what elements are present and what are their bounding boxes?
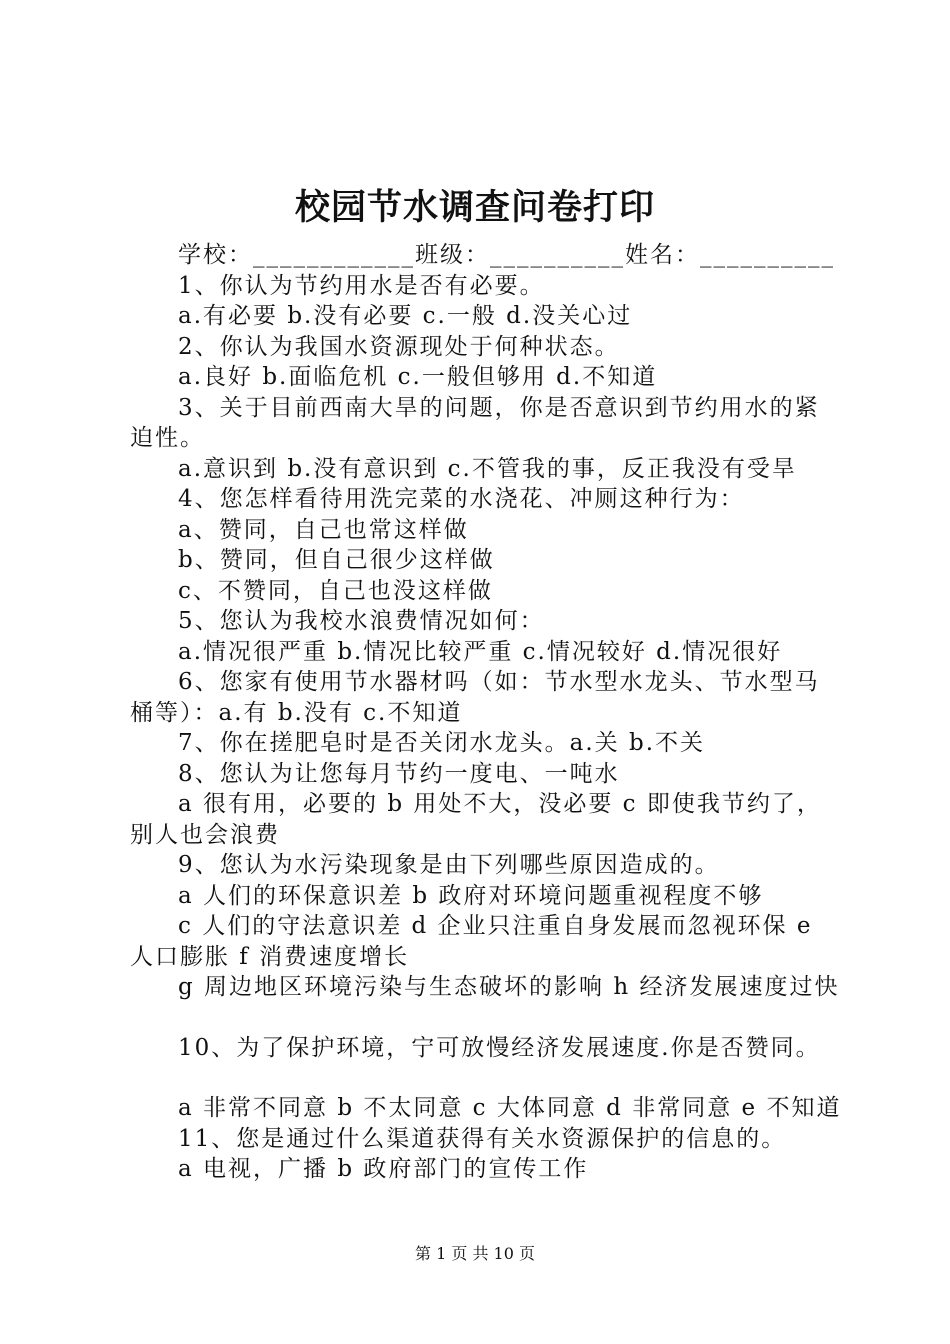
blank-gap bbox=[130, 1003, 830, 1033]
question-1: 1、你认为节约用水是否有必要。 bbox=[178, 272, 545, 299]
question-9: 9、您认为水污染现象是由下列哪些原因造成的。 bbox=[178, 852, 720, 878]
question-11-options: a 电视，广播 b 政府部门的宣传工作 bbox=[178, 1156, 589, 1182]
class-label: 班级： bbox=[415, 242, 490, 268]
class-blank[interactable]: __________ bbox=[490, 242, 625, 268]
question-9-options-3: g 周边地区环境污染与生态破坏的影响 h 经济发展速度过快 bbox=[178, 974, 840, 1000]
page-footer: 第 1 页 共 10 页 bbox=[415, 1244, 535, 1263]
question-10: 10、为了保护环境，宁可放慢经济发展速度.你是否赞同。 bbox=[178, 1034, 821, 1061]
school-blank[interactable]: ____________ bbox=[253, 242, 415, 268]
question-2: 2、你认为我国水资源现处于何种状态。 bbox=[178, 333, 620, 360]
question-4-option-b: b、赞同，但自己很少这样做 bbox=[178, 547, 495, 573]
name-blank[interactable]: __________ bbox=[700, 242, 835, 268]
question-5: 5、您认为我校水浪费情况如何： bbox=[178, 608, 545, 634]
question-3-options: a.意识到 b.没有意识到 c.不管我的事，反正我没有受旱 bbox=[178, 455, 797, 482]
page-title: 校园节水调查问卷打印 bbox=[294, 187, 655, 228]
name-label: 姓名： bbox=[625, 242, 700, 268]
question-1-options: a.有必要 b.没有必要 c.一般 d.没关心过 bbox=[178, 303, 633, 329]
header-fields bbox=[130, 240, 835, 271]
question-11: 11、您是通过什么渠道获得有关水资源保护的信息的。 bbox=[178, 1125, 787, 1152]
question-6: 6、您家有使用节水器材吗（如：节水型水龙头、节水型马桶等）：a.有 b.没有 c.不知道 bbox=[130, 669, 820, 726]
question-4-option-a: a、赞同，自己也常这样做 bbox=[178, 516, 469, 543]
question-9-options-1: a 人们的环保意识差 b 政府对环境问题重视程度不够 bbox=[178, 882, 764, 909]
question-8-options: a 很有用，必要的 b 用处不大，没必要 c 即使我节约了，别人也会浪费 bbox=[130, 791, 822, 848]
question-8: 8、您认为让您每月节约一度电、一吨水 bbox=[178, 760, 620, 787]
question-5-options: a.情况很严重 b.情况比较严重 c.情况较好 d.情况很好 bbox=[178, 638, 783, 665]
question-3: 3、关于目前西南大旱的问题，你是否意识到节约用水的紧迫性。 bbox=[130, 394, 820, 451]
questionnaire-body bbox=[130, 240, 842, 1185]
question-10-options: a 非常不同意 b 不太同意 c 大体同意 d 非常同意 e 不知道 bbox=[178, 1095, 842, 1121]
question-7: 7、你在搓肥皂时是否关闭水龙头。a.关 b.不关 bbox=[178, 730, 706, 756]
question-4: 4、您怎样看待用洗完菜的水浇花、冲厕这种行为： bbox=[178, 486, 745, 512]
question-2-options: a.良好 b.面临危机 c.一般但够用 d.不知道 bbox=[178, 364, 658, 390]
question-9-options-2: c 人们的守法意识差 d 企业只注重自身发展而忽视环保 e 人口膨胀 f 消费速度增长 bbox=[130, 913, 813, 970]
blank-gap bbox=[130, 1063, 830, 1093]
question-4-option-c: c、不赞同，自己也没这样做 bbox=[178, 577, 493, 604]
school-label: 学校： bbox=[178, 242, 253, 268]
